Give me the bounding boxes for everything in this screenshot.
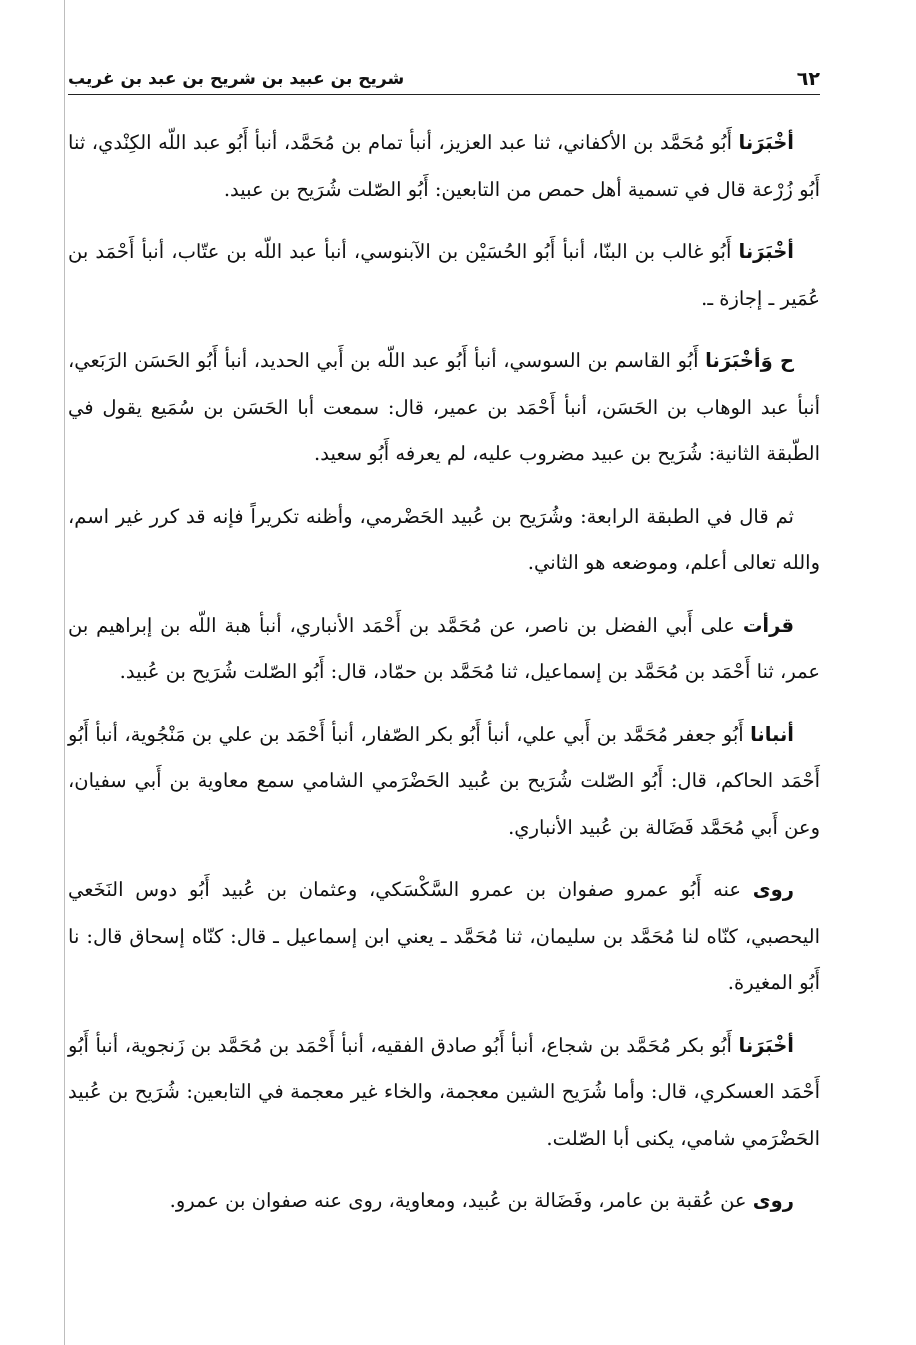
paragraph-4 [68,494,820,587]
paragraph-1 [68,120,820,213]
lead-word: أخْبَرَنا [738,240,794,263]
main-text [68,120,820,1241]
paragraph-text: أَبُو القاسم بن السوسي، أنبأ أَبُو عبد اللّه بن أَبي الحديد، أنبأ أَبُو الحَسَن الرَبَعي، أنبأ عبد الوهاب بن الحَسَن، أنبأ أَحْمَد بن عمير، قال: سمعت أبا الحَسَن بن سُمَيع يقول في الطّبقة الثانية: شُرَيح بن عبيد مضروب عليه، لم يعرفه أَبُو سعيد. [68,349,820,465]
paragraph-2 [68,229,820,322]
lead-word: روى [752,878,794,901]
page-header [68,64,820,95]
paragraph-9 [68,1178,820,1225]
paragraph-text: أَبُو بكر مُحَمَّد بن شجاع، أنبأ أَبُو صادق الفقيه، أنبأ أَحْمَد بن مُحَمَّد بن زَنجوية، أنبأ أَبُو أَحْمَد العسكري، قال: وأما شُرَيح الشين معجمة، والخاء غير معجمة في التابعين: شُرَيح بن عُبيد الحَضْرَمي شامي، يكنى أبا الصّلت. [68,1033,820,1150]
paragraph-text: عن عُقبة بن عامر، وفَضَالة بن عُبيد، ومعاوية، روى عنه صفوان بن عمرو. [169,1189,753,1212]
paragraph-text: أَبُو غالب بن البنّا، أنبأ أَبُو الحُسَيْن بن الآبنوسي، أنبأ عبد اللّه بن عتّاب، أنبأ أَحْمَد بن عُمَير ـ إجازة ـ. [68,240,820,310]
paragraph-8 [68,1023,820,1163]
lead-word: أخْبَرَنا [738,1033,794,1057]
binding-edge-line [64,0,65,1345]
paragraph-text: على أَبي الفضل بن ناصر، عن مُحَمَّد بن أَحْمَد الأنباري، أنبأ هبة اللّه بن إبراهيم بن عمر، ثنا أَحْمَد بن مُحَمَّد بن إسماعيل، ثنا مُحَمَّد بن حمّاد، قال: أَبُو الصّلت شُرَيح بن عُبيد. [68,613,820,683]
paragraph-text: ثم قال في الطبقة الرابعة: وشُرَيح بن عُبيد الحَضْرمي، وأظنه تكريراً فإنه قد كرر غير اسم، والله تعالى أعلم، وموضعه هو الثاني. [68,504,820,574]
paragraph-text: أَبُو جعفر مُحَمَّد بن أَبي علي، أنبأ أَبُو بكر الصّفار، أنبأ أَحْمَد بن علي بن مَنْجُوية، أنبأ أَبُو أَحْمَد الحاكم، قال: أَبُو الصّلت شُرَيح بن عُبيد الحَضْرَمي الشامي سمع معاوية بن أَبي سفيان، وعن أَبي مُحَمَّد فَضَالة بن عُبيد الأنباري. [68,722,820,839]
lead-word: ح وَأخْبَرَنا [705,349,795,372]
paragraph-text: أَبُو مُحَمَّد بن الأكفاني، ثنا عبد العزيز، أنبأ تمام بن مُحَمَّد، أنبأ أَبُو عبد اللّه الكِنْدي، ثنا أَبُو زُرْعة قال في تسمية أهل حمص من التابعين: أَبُو الصّلت شُرَيح بن عبيد. [68,131,820,201]
paragraph-6 [68,712,820,852]
paragraph-5 [68,603,820,696]
lead-word: أخْبَرَنا [738,131,794,154]
paragraph-7 [68,867,820,1007]
lead-word: روى [752,1189,794,1212]
paragraph-3 [68,338,820,478]
paragraph-text: عنه أَبُو عمرو صفوان بن عمرو السَّكْسَكي، وعثمان بن عُبيد أَبُو دوس النَخَعي اليحصبي، كنّاه لنا مُحَمَّد بن سليمان، ثنا مُحَمَّد ـ يعني ابن إسماعيل ـ قال: كنّاه إسحاق قال: نا أَبُو المغيرة. [68,878,820,994]
lead-word: قرأت [742,613,794,637]
lead-word: أنبانا [750,722,794,746]
page-number: ٦٢ [796,68,820,90]
running-title: شريح بن عبيد بن شريح بن عبد بن غريب [68,69,405,89]
